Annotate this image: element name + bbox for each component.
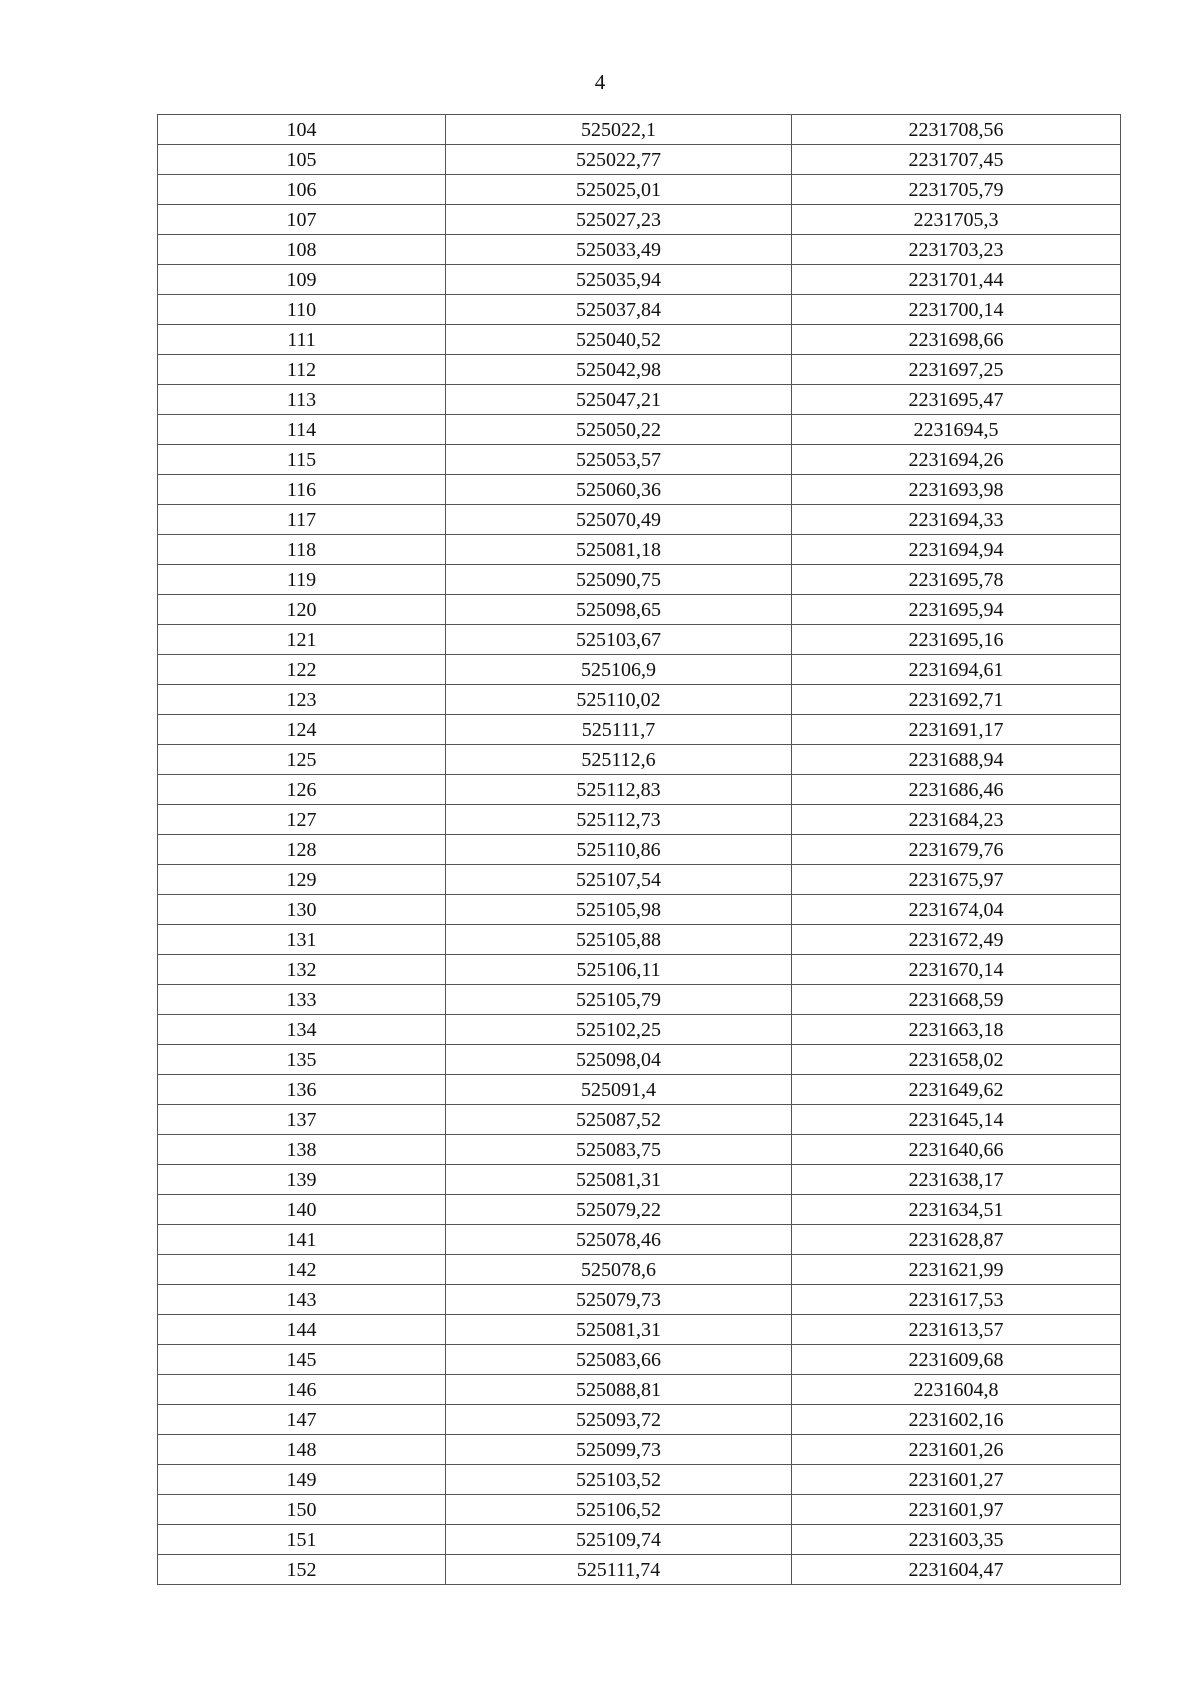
y-coordinate-cell: 2231684,23: [792, 805, 1121, 835]
table-row: [158, 1555, 1121, 1585]
table-row: [158, 1015, 1121, 1045]
x-coordinate-cell: 525087,52: [446, 1105, 792, 1135]
table-row: [158, 955, 1121, 985]
y-coordinate-cell: 2231604,47: [792, 1555, 1121, 1585]
y-coordinate-cell: 2231698,66: [792, 325, 1121, 355]
x-coordinate-cell: 525110,86: [446, 835, 792, 865]
x-coordinate-cell: 525093,72: [446, 1405, 792, 1435]
y-coordinate-cell: 2231695,78: [792, 565, 1121, 595]
table-row: [158, 685, 1121, 715]
y-coordinate-cell: 2231638,17: [792, 1165, 1121, 1195]
y-coordinate-cell: 2231695,47: [792, 385, 1121, 415]
point-number-cell: 141: [158, 1225, 446, 1255]
table-row: [158, 445, 1121, 475]
y-coordinate-cell: 2231645,14: [792, 1105, 1121, 1135]
table-row: [158, 925, 1121, 955]
y-coordinate-cell: 2231604,8: [792, 1375, 1121, 1405]
point-number-cell: 120: [158, 595, 446, 625]
y-coordinate-cell: 2231670,14: [792, 955, 1121, 985]
table-row: [158, 745, 1121, 775]
point-number-cell: 111: [158, 325, 446, 355]
y-coordinate-cell: 2231668,59: [792, 985, 1121, 1015]
x-coordinate-cell: 525047,21: [446, 385, 792, 415]
x-coordinate-cell: 525106,9: [446, 655, 792, 685]
point-number-cell: 121: [158, 625, 446, 655]
coordinates-table-body: [158, 115, 1121, 1585]
y-coordinate-cell: 2231693,98: [792, 475, 1121, 505]
x-coordinate-cell: 525103,67: [446, 625, 792, 655]
y-coordinate-cell: 2231703,23: [792, 235, 1121, 265]
table-row: [158, 835, 1121, 865]
y-coordinate-cell: 2231628,87: [792, 1225, 1121, 1255]
point-number-cell: 127: [158, 805, 446, 835]
table-row: [158, 1075, 1121, 1105]
table-row: [158, 475, 1121, 505]
point-number-cell: 112: [158, 355, 446, 385]
table-row: [158, 505, 1121, 535]
point-number-cell: 152: [158, 1555, 446, 1585]
point-number-cell: 146: [158, 1375, 446, 1405]
point-number-cell: 138: [158, 1135, 446, 1165]
point-number-cell: 109: [158, 265, 446, 295]
y-coordinate-cell: 2231601,26: [792, 1435, 1121, 1465]
x-coordinate-cell: 525035,94: [446, 265, 792, 295]
x-coordinate-cell: 525098,65: [446, 595, 792, 625]
point-number-cell: 148: [158, 1435, 446, 1465]
y-coordinate-cell: 2231679,76: [792, 835, 1121, 865]
point-number-cell: 124: [158, 715, 446, 745]
table-row: [158, 235, 1121, 265]
table-row: [158, 385, 1121, 415]
y-coordinate-cell: 2231658,02: [792, 1045, 1121, 1075]
point-number-cell: 107: [158, 205, 446, 235]
x-coordinate-cell: 525099,73: [446, 1435, 792, 1465]
point-number-cell: 145: [158, 1345, 446, 1375]
table-row: [158, 1525, 1121, 1555]
point-number-cell: 116: [158, 475, 446, 505]
table-row: [158, 115, 1121, 145]
point-number-cell: 151: [158, 1525, 446, 1555]
x-coordinate-cell: 525090,75: [446, 565, 792, 595]
table-row: [158, 1105, 1121, 1135]
point-number-cell: 136: [158, 1075, 446, 1105]
table-row: [158, 355, 1121, 385]
point-number-cell: 119: [158, 565, 446, 595]
y-coordinate-cell: 2231609,68: [792, 1345, 1121, 1375]
table-row: [158, 1255, 1121, 1285]
y-coordinate-cell: 2231694,61: [792, 655, 1121, 685]
x-coordinate-cell: 525106,52: [446, 1495, 792, 1525]
table-row: [158, 1435, 1121, 1465]
y-coordinate-cell: 2231708,56: [792, 115, 1121, 145]
table-row: [158, 265, 1121, 295]
table-row: [158, 1375, 1121, 1405]
table-row: [158, 1465, 1121, 1495]
y-coordinate-cell: 2231694,5: [792, 415, 1121, 445]
y-coordinate-cell: 2231674,04: [792, 895, 1121, 925]
x-coordinate-cell: 525053,57: [446, 445, 792, 475]
y-coordinate-cell: 2231691,17: [792, 715, 1121, 745]
x-coordinate-cell: 525102,25: [446, 1015, 792, 1045]
point-number-cell: 105: [158, 145, 446, 175]
x-coordinate-cell: 525106,11: [446, 955, 792, 985]
point-number-cell: 132: [158, 955, 446, 985]
y-coordinate-cell: 2231672,49: [792, 925, 1121, 955]
point-number-cell: 139: [158, 1165, 446, 1195]
x-coordinate-cell: 525107,54: [446, 865, 792, 895]
table-row: [158, 1225, 1121, 1255]
x-coordinate-cell: 525112,73: [446, 805, 792, 835]
x-coordinate-cell: 525079,73: [446, 1285, 792, 1315]
table-row: [158, 325, 1121, 355]
point-number-cell: 106: [158, 175, 446, 205]
x-coordinate-cell: 525079,22: [446, 1195, 792, 1225]
x-coordinate-cell: 525040,52: [446, 325, 792, 355]
y-coordinate-cell: 2231705,79: [792, 175, 1121, 205]
point-number-cell: 133: [158, 985, 446, 1015]
point-number-cell: 143: [158, 1285, 446, 1315]
x-coordinate-cell: 525037,84: [446, 295, 792, 325]
y-coordinate-cell: 2231694,94: [792, 535, 1121, 565]
y-coordinate-cell: 2231694,33: [792, 505, 1121, 535]
y-coordinate-cell: 2231697,25: [792, 355, 1121, 385]
x-coordinate-cell: 525098,04: [446, 1045, 792, 1075]
x-coordinate-cell: 525022,1: [446, 115, 792, 145]
x-coordinate-cell: 525112,6: [446, 745, 792, 775]
table-row: [158, 1405, 1121, 1435]
x-coordinate-cell: 525109,74: [446, 1525, 792, 1555]
table-row: [158, 1315, 1121, 1345]
y-coordinate-cell: 2231688,94: [792, 745, 1121, 775]
y-coordinate-cell: 2231686,46: [792, 775, 1121, 805]
y-coordinate-cell: 2231640,66: [792, 1135, 1121, 1165]
x-coordinate-cell: 525111,7: [446, 715, 792, 745]
coordinates-table: [157, 114, 1121, 1585]
point-number-cell: 110: [158, 295, 446, 325]
x-coordinate-cell: 525081,18: [446, 535, 792, 565]
x-coordinate-cell: 525103,52: [446, 1465, 792, 1495]
point-number-cell: 129: [158, 865, 446, 895]
x-coordinate-cell: 525060,36: [446, 475, 792, 505]
point-number-cell: 108: [158, 235, 446, 265]
x-coordinate-cell: 525083,66: [446, 1345, 792, 1375]
table-row: [158, 205, 1121, 235]
table-row: [158, 1495, 1121, 1525]
table-row: [158, 1195, 1121, 1225]
point-number-cell: 113: [158, 385, 446, 415]
point-number-cell: 104: [158, 115, 446, 145]
y-coordinate-cell: 2231707,45: [792, 145, 1121, 175]
x-coordinate-cell: 525112,83: [446, 775, 792, 805]
table-row: [158, 595, 1121, 625]
point-number-cell: 131: [158, 925, 446, 955]
y-coordinate-cell: 2231701,44: [792, 265, 1121, 295]
table-row: [158, 175, 1121, 205]
point-number-cell: 142: [158, 1255, 446, 1285]
table-row: [158, 895, 1121, 925]
x-coordinate-cell: 525105,88: [446, 925, 792, 955]
y-coordinate-cell: 2231663,18: [792, 1015, 1121, 1045]
y-coordinate-cell: 2231700,14: [792, 295, 1121, 325]
table-row: [158, 625, 1121, 655]
table-row: [158, 1135, 1121, 1165]
point-number-cell: 118: [158, 535, 446, 565]
x-coordinate-cell: 525081,31: [446, 1165, 792, 1195]
table-row: [158, 865, 1121, 895]
x-coordinate-cell: 525022,77: [446, 145, 792, 175]
y-coordinate-cell: 2231694,26: [792, 445, 1121, 475]
x-coordinate-cell: 525070,49: [446, 505, 792, 535]
y-coordinate-cell: 2231649,62: [792, 1075, 1121, 1105]
x-coordinate-cell: 525078,6: [446, 1255, 792, 1285]
x-coordinate-cell: 525050,22: [446, 415, 792, 445]
y-coordinate-cell: 2231603,35: [792, 1525, 1121, 1555]
x-coordinate-cell: 525111,74: [446, 1555, 792, 1585]
x-coordinate-cell: 525105,79: [446, 985, 792, 1015]
x-coordinate-cell: 525091,4: [446, 1075, 792, 1105]
point-number-cell: 135: [158, 1045, 446, 1075]
table-row: [158, 985, 1121, 1015]
y-coordinate-cell: 2231613,57: [792, 1315, 1121, 1345]
x-coordinate-cell: 525088,81: [446, 1375, 792, 1405]
point-number-cell: 130: [158, 895, 446, 925]
point-number-cell: 122: [158, 655, 446, 685]
x-coordinate-cell: 525027,23: [446, 205, 792, 235]
y-coordinate-cell: 2231601,27: [792, 1465, 1121, 1495]
point-number-cell: 126: [158, 775, 446, 805]
table-row: [158, 1045, 1121, 1075]
table-row: [158, 1285, 1121, 1315]
table-row: [158, 145, 1121, 175]
point-number-cell: 128: [158, 835, 446, 865]
x-coordinate-cell: 525025,01: [446, 175, 792, 205]
table-row: [158, 775, 1121, 805]
y-coordinate-cell: 2231695,16: [792, 625, 1121, 655]
point-number-cell: 114: [158, 415, 446, 445]
table-row: [158, 415, 1121, 445]
x-coordinate-cell: 525105,98: [446, 895, 792, 925]
y-coordinate-cell: 2231634,51: [792, 1195, 1121, 1225]
table-row: [158, 535, 1121, 565]
table-row: [158, 655, 1121, 685]
y-coordinate-cell: 2231621,99: [792, 1255, 1121, 1285]
table-row: [158, 1165, 1121, 1195]
table-row: [158, 565, 1121, 595]
y-coordinate-cell: 2231695,94: [792, 595, 1121, 625]
point-number-cell: 137: [158, 1105, 446, 1135]
x-coordinate-cell: 525042,98: [446, 355, 792, 385]
y-coordinate-cell: 2231617,53: [792, 1285, 1121, 1315]
point-number-cell: 140: [158, 1195, 446, 1225]
y-coordinate-cell: 2231602,16: [792, 1405, 1121, 1435]
x-coordinate-cell: 525110,02: [446, 685, 792, 715]
point-number-cell: 147: [158, 1405, 446, 1435]
table-row: [158, 715, 1121, 745]
point-number-cell: 144: [158, 1315, 446, 1345]
y-coordinate-cell: 2231705,3: [792, 205, 1121, 235]
x-coordinate-cell: 525078,46: [446, 1225, 792, 1255]
point-number-cell: 123: [158, 685, 446, 715]
y-coordinate-cell: 2231675,97: [792, 865, 1121, 895]
point-number-cell: 150: [158, 1495, 446, 1525]
y-coordinate-cell: 2231601,97: [792, 1495, 1121, 1525]
table-row: [158, 295, 1121, 325]
x-coordinate-cell: 525083,75: [446, 1135, 792, 1165]
table-row: [158, 1345, 1121, 1375]
point-number-cell: 149: [158, 1465, 446, 1495]
point-number-cell: 117: [158, 505, 446, 535]
point-number-cell: 115: [158, 445, 446, 475]
point-number-cell: 134: [158, 1015, 446, 1045]
table-row: [158, 805, 1121, 835]
y-coordinate-cell: 2231692,71: [792, 685, 1121, 715]
page-number: 4: [594, 70, 606, 94]
x-coordinate-cell: 525081,31: [446, 1315, 792, 1345]
x-coordinate-cell: 525033,49: [446, 235, 792, 265]
point-number-cell: 125: [158, 745, 446, 775]
